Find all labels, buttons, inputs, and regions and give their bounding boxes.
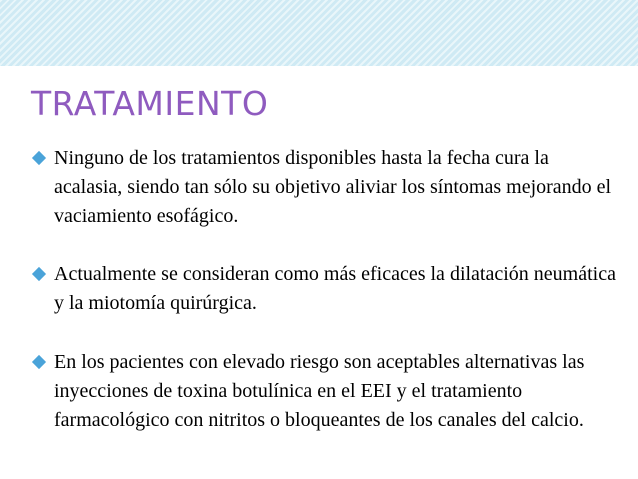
bullet-text: En los pacientes con elevado riesgo son aceptables alternativas las inyecciones de toxina botulínica en el EEI y el tratamiento farmacológico con nitritos o bloqueantes de los canales del calcio. [54, 351, 585, 431]
bullet-item-2 [33, 260, 618, 318]
bullet-text: Actualmente se consideran como más eficaces la dilatación neumática y la miotomía quirúrgica. [54, 263, 616, 314]
diamond-bullet-icon [32, 151, 46, 165]
bullet-item-1 [33, 144, 618, 231]
diamond-bullet-icon [32, 267, 46, 281]
slide-title: TRATAMIENTO [31, 84, 269, 123]
bullet-text: Ninguno de los tratamientos disponibles hasta la fecha cura la acalasia, siendo tan sólo su objetivo aliviar los síntomas mejorando el vaciamiento esofágico. [54, 147, 612, 227]
bullet-list [33, 144, 618, 464]
bullet-item-3 [33, 348, 618, 435]
decorative-header-band [0, 0, 638, 66]
diamond-bullet-icon [32, 355, 46, 369]
